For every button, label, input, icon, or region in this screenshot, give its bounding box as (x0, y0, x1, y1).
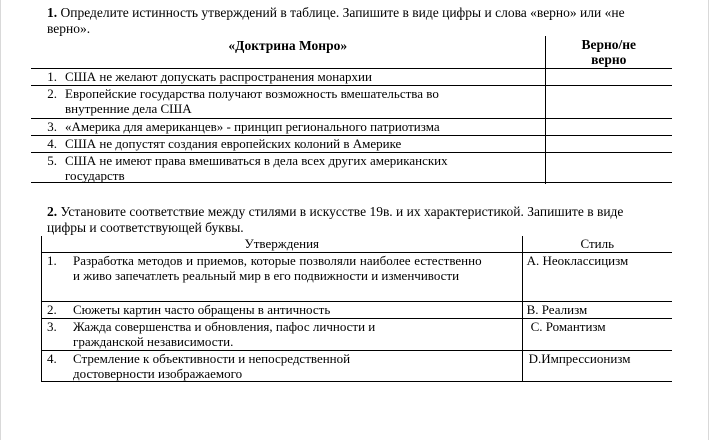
task2-text: Установите соответствие между стилями в искусстве 19в. и их характеристикой. Запишите в виде цифры и соответствующей буквы. (47, 204, 624, 235)
styles-row: 4. Стремление к объективности и непосредственной достоверности изображаемого (42, 350, 523, 382)
styles-header-style: Стиль (522, 236, 672, 252)
monroe-answer-cell[interactable] (545, 68, 672, 85)
style-option-a: А. Неоклассицизм (522, 252, 672, 301)
monroe-header-statement: «Доктрина Монро» (31, 36, 545, 68)
monroe-row: 2. Европейские государства получают возможность вмешательства во внутренние дела США (31, 85, 545, 118)
styles-row: 3. Жажда совершенства и обновления, пафос личности и гражданской независимости. (42, 318, 523, 350)
styles-header-statements: Утверждения (42, 236, 523, 252)
monroe-answer-cell[interactable] (545, 118, 672, 135)
style-option-d: D.Импрессионизм (522, 350, 672, 382)
monroe-answer-cell[interactable] (545, 135, 672, 152)
monroe-row: 5. США не имеют права вмешиваться в дела всех других американских государств (31, 152, 545, 184)
art-styles-table (41, 236, 672, 382)
monroe-table-bottom-rule (31, 182, 672, 183)
style-option-b: В. Реализм (522, 301, 672, 318)
monroe-row: 4. США не допустят создания европейских колоний в Америке (31, 135, 545, 152)
monroe-answer-cell[interactable] (545, 152, 672, 184)
styles-table-bottom-rule (41, 381, 672, 382)
monroe-row: 1. США не желают допускать распространения монархии (31, 68, 545, 85)
task1-prompt (47, 5, 647, 37)
monroe-table (31, 36, 672, 184)
task1-text: Определите истинность утверждений в таблице. Запишите в виде цифры и слова «верно» или «не верно». (47, 5, 625, 36)
styles-row: 2. Сюжеты картин часто обращены в античность (42, 301, 523, 318)
task1-number: 1. (47, 5, 58, 20)
page-left-border (0, 0, 1, 440)
page-right-border (708, 0, 709, 440)
style-option-c: С. Романтизм (522, 318, 672, 350)
monroe-row: 3. «Америка для американцев» - принцип регионального патриотизма (31, 118, 545, 135)
task2-prompt (47, 204, 637, 236)
task2-number: 2. (47, 204, 58, 219)
styles-row: 1. Разработка методов и приемов, которые позволяли наиболее естественно и живо запечатлеть реальный мир в его подвижности и изменчивости (42, 252, 523, 301)
monroe-header-verdict: Верно/не верно (545, 36, 672, 68)
monroe-answer-cell[interactable] (545, 85, 672, 118)
